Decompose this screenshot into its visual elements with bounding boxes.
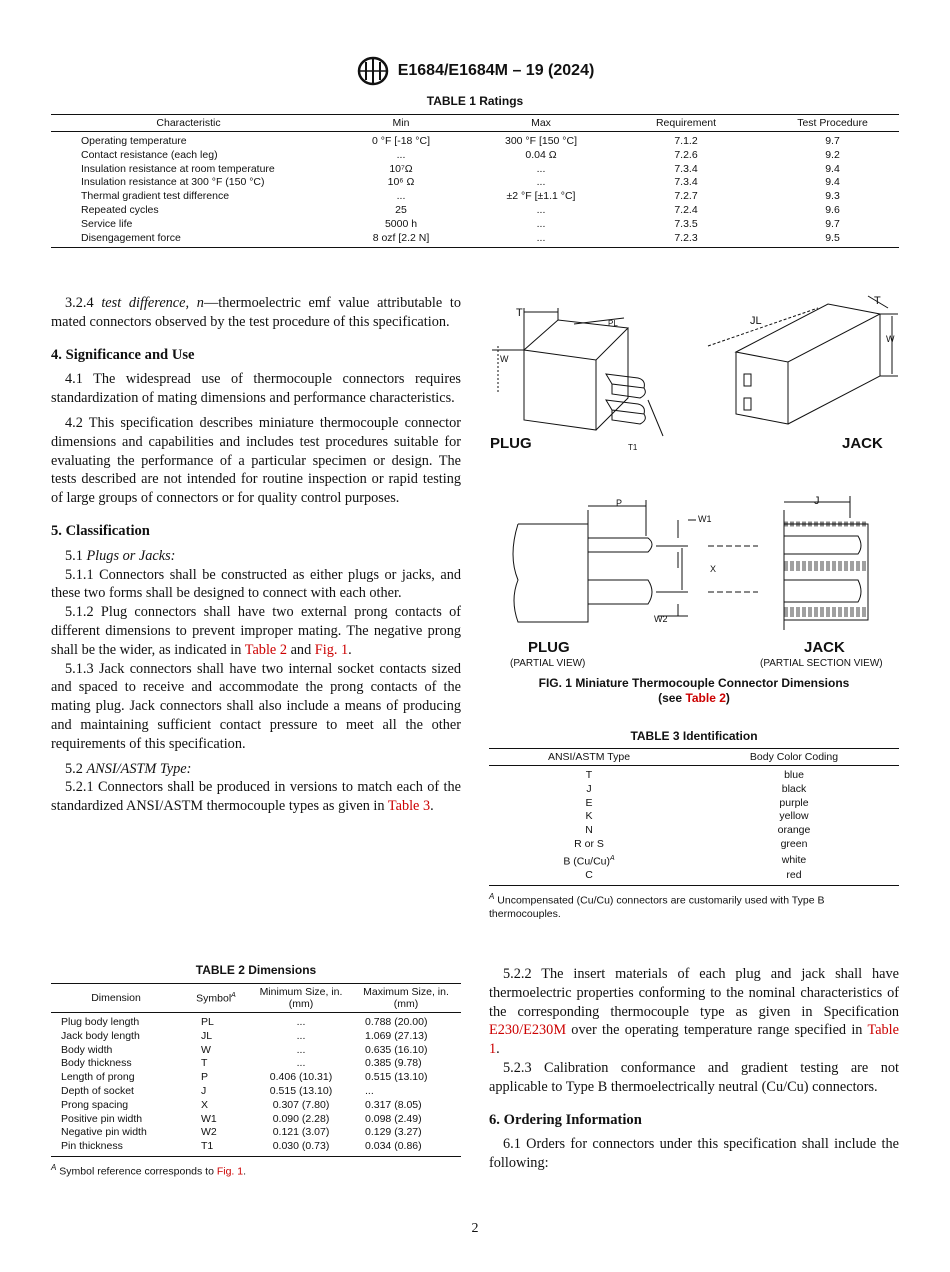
table-cell: 7.3.4 <box>674 176 698 189</box>
table-cell: Service life <box>81 217 133 230</box>
dim-j: J <box>814 495 820 507</box>
table-row <box>51 218 899 232</box>
para-5-1-2: 5.1.2 Plug connectors shall have two external prong contacts of different dimensions to prevent improper mating. The negative prong shall be the wider, as indicated in Table 2 and Fig. 1. <box>51 604 461 658</box>
right-column <box>489 965 899 1173</box>
figure-1 <box>488 290 900 679</box>
table-cell: Pin thickness <box>51 1140 181 1156</box>
table-cell: Insulation resistance at 300 °F (150 °C) <box>81 176 265 189</box>
table-row <box>51 190 899 204</box>
page-number: 2 <box>471 1221 479 1236</box>
symbol-footnote-mark: A <box>231 991 236 999</box>
plug-partial-view <box>513 500 758 622</box>
table-cell: 0 °F [-18 °C] <box>372 135 430 147</box>
table-cell: 0.406 (10.31) <box>269 1071 333 1084</box>
table-row <box>489 824 899 838</box>
left-column <box>51 294 461 816</box>
table-row <box>489 810 899 824</box>
table-cell: Thermal gradient test difference <box>81 190 230 203</box>
table-cell: ... <box>365 1084 374 1097</box>
table-2-caption: TABLE 2 Dimensions <box>195 963 317 977</box>
table-cell: ... <box>536 176 546 189</box>
table-cell: Insulation resistance at room temperature <box>81 162 275 175</box>
table-cell: 0.090 (2.28) <box>272 1112 330 1125</box>
para-5-1: 5.1 Plugs or Jacks: <box>65 547 176 564</box>
table-cell: red <box>689 869 899 885</box>
table-cell: 0.385 (9.78) <box>365 1057 422 1070</box>
table-cell: 0.04 Ω <box>525 148 557 161</box>
table-cell: Length of prong <box>61 1071 135 1084</box>
table-cell: R or S <box>574 837 604 850</box>
table-cell: Positive pin width <box>61 1112 143 1125</box>
e230-link[interactable]: E230/E230M <box>489 1022 567 1039</box>
jack-label: JACK <box>842 435 883 452</box>
table-cell: 0.129 (3.27) <box>365 1126 422 1139</box>
table-cell: 7.3.4 <box>674 162 698 175</box>
table-cell: 9.2 <box>825 148 840 161</box>
table2-header-cell: Symbol$^A$ <box>181 984 251 1013</box>
table-cell: 10⁷Ω <box>389 162 413 175</box>
table-cell: T <box>585 769 593 781</box>
table-cell: black <box>781 782 807 795</box>
table2-header-cell: Dimension <box>51 984 181 1013</box>
table-row <box>51 1099 461 1113</box>
table-cell: Body width <box>61 1043 113 1056</box>
table-cell: W1 <box>201 1112 217 1125</box>
table-cell: 0.635 (16.10) <box>365 1043 428 1056</box>
table-row <box>51 163 899 177</box>
table-cell: 7.2.6 <box>674 148 698 161</box>
table-cell: J <box>586 782 592 795</box>
plug-label: PLUG <box>490 435 532 452</box>
table1-header-cell: Characteristic <box>51 115 326 132</box>
dim-w-plug: W <box>500 354 509 364</box>
dim-w-jack: W <box>886 334 895 344</box>
table-row <box>51 232 899 248</box>
table2-header-cell: Minimum Size, in. (mm) <box>251 984 351 1013</box>
table-cell: K <box>585 810 593 823</box>
para-5-2-3: 5.2.3 Calibration conformance and gradient testing are not applicable to Type B thermoelectrically neutral (Cu/Cu) connectors. <box>489 1059 899 1095</box>
table-row <box>51 1085 461 1099</box>
fig-1-link[interactable]: Fig. 1 <box>314 641 349 658</box>
table-cell: ... <box>536 217 546 230</box>
table-cell: purple <box>779 796 809 809</box>
table-cell: T1 <box>181 1140 251 1156</box>
type-b-footnote-mark: A <box>610 854 615 862</box>
table-cell: 1.069 (27.13) <box>365 1029 428 1042</box>
table-cell: W <box>201 1043 211 1056</box>
table-cell: 0.034 (0.86) <box>351 1140 461 1156</box>
table-cell: 0.317 (8.05) <box>365 1098 422 1111</box>
dim-w1: W1 <box>698 514 712 524</box>
table-row <box>489 783 899 797</box>
table-cell: B $(Cu/Cu)^A$ <box>563 854 615 868</box>
dim-p: P <box>616 498 623 508</box>
jack-partial-view-caption: (PARTIAL SECTION VIEW) <box>760 658 883 669</box>
table-row <box>51 1126 461 1140</box>
plug-partial-label: PLUG <box>528 639 570 656</box>
table-cell: 9.7 <box>825 217 840 230</box>
table-cell: 9.4 <box>825 162 840 175</box>
plug-partial-view-caption: (PARTIAL VIEW) <box>510 658 586 669</box>
table1-header-cell: Requirement <box>606 115 766 132</box>
table-cell: 7.2.7 <box>674 190 698 203</box>
table-cell: C <box>489 869 689 885</box>
dim-w2: W2 <box>654 614 668 624</box>
table-cell: ... <box>296 1029 306 1042</box>
table-cell: white <box>781 853 807 866</box>
table-row <box>489 766 899 783</box>
table-row <box>51 132 899 149</box>
table-3-link[interactable]: Table 3 <box>387 798 431 815</box>
table-cell: ... <box>536 162 546 175</box>
para-6-1: 6.1 Orders for connectors under this specification shall include the following: <box>489 1136 899 1172</box>
table-cell: 0.121 (3.07) <box>272 1126 330 1139</box>
section-5-heading: 5. Classification <box>51 522 150 539</box>
table-1-caption: TABLE 1 Ratings <box>426 94 524 108</box>
table-row <box>489 838 899 852</box>
table-cell: 0.515 (13.10) <box>269 1084 333 1097</box>
table-3 <box>489 729 899 921</box>
table-cell: blue <box>784 769 804 781</box>
table-cell: ... <box>396 190 406 203</box>
table-row <box>489 869 899 885</box>
table-cell: Operating temperature <box>81 135 187 147</box>
table-cell: 7.2.3 <box>606 232 766 248</box>
table-row <box>51 1013 461 1030</box>
table-cell: P <box>201 1071 209 1084</box>
table-cell: Body thickness <box>61 1057 132 1070</box>
table-cell: Plug body length <box>61 1016 140 1028</box>
table-cell: PL <box>201 1016 214 1028</box>
table-cell: Prong spacing <box>61 1098 129 1111</box>
para-5-2-2: 5.2.2 The insert materials of each plug and jack shall have thermoelectric properties conforming to the nominal characteristics of the corresponding thermocouple type as given in Specification E230/E230M over the operating temperature range specified in Table 1. <box>489 966 899 1058</box>
table-cell: Negative pin width <box>61 1126 147 1139</box>
table-cell: 9.4 <box>825 176 840 189</box>
table-row <box>51 1113 461 1127</box>
dim-jl: JL <box>750 315 762 327</box>
table-1 <box>51 94 899 248</box>
table-cell: 9.5 <box>766 232 899 248</box>
dim-t-jack: T <box>874 295 881 307</box>
para-5-1-1: 5.1.1 Connectors shall be constructed as either plugs or jacks, and these two forms shall be designed to connect with each other. <box>51 566 461 602</box>
para-5-2: 5.2 ANSI/ASTM Type: <box>65 760 192 777</box>
table-cell: Disengagement force <box>51 232 326 248</box>
dim-x: X <box>710 564 717 574</box>
table-cell: ... <box>476 232 606 248</box>
table-3-footnote: $^A$ Uncompensated (Cu/Cu) connectors are customarily used with Type B thermocouples. <box>489 891 825 921</box>
jack-partial-section <box>784 496 868 630</box>
table-2-footnote: $^A$ Symbol reference corresponds to Fig. 1. <box>51 1162 247 1178</box>
dim-pl: PL <box>608 319 618 328</box>
table-cell: 5000 h <box>384 217 418 230</box>
section-6-heading: 6. Ordering Information <box>489 1111 642 1128</box>
table-cell: ±2 °F [±1.1 °C] <box>506 190 576 203</box>
table3-header-cell: Body Color Coding <box>689 749 899 766</box>
table-cell: 25 <box>395 203 407 216</box>
table-cell: 9.3 <box>825 190 840 203</box>
table-cell: ... <box>296 1016 306 1028</box>
table-cell: J <box>201 1084 207 1097</box>
page-header <box>0 56 950 91</box>
table-cell: 300 °F [150 °C] <box>504 135 578 147</box>
para-5-1-3: 5.1.3 Jack connectors shall have two internal socket contacts sized and spaced to receive and accommodate the prong contacts of the mating plug. Jack connectors shall also include a means of producing and maintaining sufficient contact pressure to meet all the other requirements of this specification. <box>51 660 461 752</box>
table-row <box>51 1030 461 1044</box>
table-cell: Repeated cycles <box>81 203 159 216</box>
table-row <box>489 797 899 811</box>
table-cell: T <box>201 1057 208 1070</box>
table-cell: ... <box>396 148 406 161</box>
table-row <box>51 1140 461 1156</box>
table-cell: yellow <box>779 810 809 823</box>
table-cell: 0.788 (20.00) <box>365 1016 428 1028</box>
table-cell: W2 <box>201 1126 217 1139</box>
table-cell: E <box>585 796 593 809</box>
figure-1-caption: FIG. 1 Miniature Thermocouple Connector Dimensions (see Table 2) <box>538 676 850 705</box>
connector-diagram <box>488 290 900 674</box>
para-4-1: 4.1 The widespread use of thermocouple connectors requires standardization of mating dimensions and performance characteristics. <box>51 371 461 407</box>
table-2 <box>51 963 461 1178</box>
table-cell: 10⁶ Ω <box>387 176 415 189</box>
table-2-link[interactable]: Table 2 <box>244 641 287 658</box>
dim-t-plug: T <box>516 307 523 319</box>
para-5-2-1: 5.2.1 Connectors shall be produced in versions to match each of the standardized ANSI/ASTM thermocouple types as given in Table 3. <box>51 779 461 815</box>
table1-header-cell: Min <box>326 115 476 132</box>
table-cell: Depth of socket <box>61 1084 134 1097</box>
table1-header-cell: Test Procedure <box>766 115 899 132</box>
table-cell: 7.3.5 <box>674 217 698 230</box>
table-cell: 0.098 (2.49) <box>365 1112 422 1125</box>
table-cell: 9.6 <box>825 203 840 216</box>
jack-3d-drawing <box>708 296 898 424</box>
table-2-grid <box>51 983 461 1157</box>
table-cell: 8 ozf [2.2 N] <box>326 232 476 248</box>
table-cell: 9.7 <box>825 135 840 147</box>
astm-logo-icon <box>356 56 390 86</box>
table-3-grid <box>489 748 899 886</box>
dim-t1: T1 <box>628 443 638 452</box>
plug-3d-drawing <box>492 308 663 436</box>
table-row <box>51 1057 461 1071</box>
table-cell: 0.030 (0.73) <box>251 1140 351 1156</box>
section-4-heading: 4. Significance and Use <box>51 346 195 363</box>
table-row <box>51 176 899 190</box>
table-1-link[interactable]: Table 1 <box>489 1022 899 1058</box>
table-cell: N <box>585 824 593 837</box>
table-1-grid <box>51 114 899 248</box>
table-cell: 7.1.2 <box>674 135 698 147</box>
table-row <box>489 852 899 869</box>
table-cell: Contact resistance (each leg) <box>81 148 218 161</box>
table-cell: orange <box>777 824 811 837</box>
table-cell: ... <box>296 1057 306 1070</box>
table-row <box>51 1071 461 1085</box>
table1-header-cell: Max <box>476 115 606 132</box>
table-cell: Jack body length <box>61 1029 140 1042</box>
figure-table-2-link[interactable]: Table 2 <box>685 691 726 705</box>
table-cell: ... <box>296 1043 306 1056</box>
table3-header-cell: ANSI/ASTM Type <box>489 749 689 766</box>
footnote-fig-1-link[interactable]: Fig. 1 <box>216 1165 244 1178</box>
table-3-caption: TABLE 3 Identification <box>630 729 758 743</box>
para-4-2: 4.2 This specification describes miniature thermocouple connector dimensions and capabilities and includes test procedures suitable for evaluating the performance of a particular specimen or design. The tests described are not intended for routine inspection or rapid testing of large groups of connectors or for quality control purposes. <box>51 414 461 507</box>
table-row <box>51 1044 461 1058</box>
table-row <box>51 204 899 218</box>
table-cell: 0.515 (13.10) <box>365 1071 428 1084</box>
table-cell: X <box>201 1098 209 1111</box>
table-cell: 0.307 (7.80) <box>272 1098 330 1111</box>
para-3-2-4: 3.2.4 test difference, n—thermoelectric emf value attributable to mated connectors observed by the test procedure of this specification. <box>51 295 462 330</box>
table-cell: JL <box>201 1029 213 1042</box>
jack-partial-label: JACK <box>804 639 845 656</box>
table-cell: 7.2.4 <box>674 203 698 216</box>
document-title: E1684/E1684M – 19 (2024) <box>397 62 595 79</box>
table-cell: green <box>780 837 808 850</box>
table2-header-cell: Maximum Size, in. (mm) <box>351 984 461 1013</box>
table-row <box>51 149 899 163</box>
table-cell: ... <box>536 203 546 216</box>
